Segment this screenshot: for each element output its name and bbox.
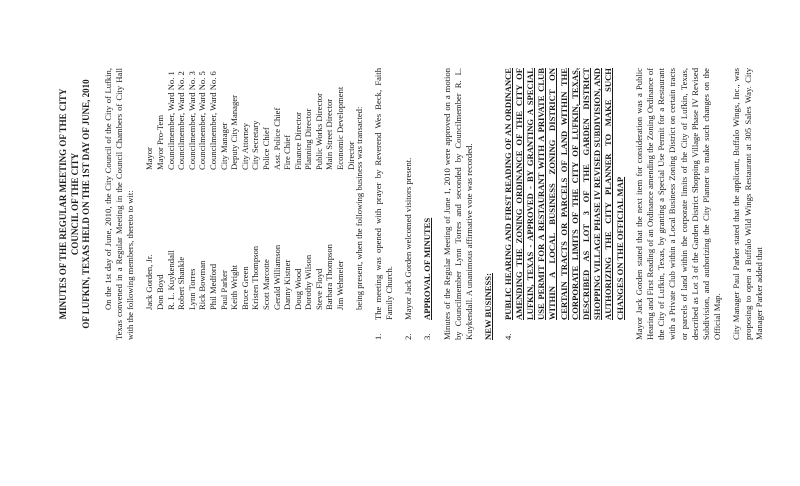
roster-name: Jim Wehmeier — [335, 260, 346, 310]
roster-role: Asst. Police Chief — [271, 107, 282, 170]
roster-role: Police Chief — [260, 127, 271, 170]
roster-role: Deputy City Manager — [229, 95, 240, 170]
roster-role: Main Street Director — [324, 98, 335, 170]
roster-row — [314, 68, 325, 310]
new-business-heading: NEW BUSINESS: — [483, 273, 494, 340]
roster-role: City Manager — [218, 122, 229, 170]
roster-row — [155, 68, 166, 310]
title-line-1: MINUTES OF THE REGULAR MEETING OF THE CITY COUNCIL OF THE CITY — [58, 88, 80, 320]
item-number: 4. — [502, 333, 513, 340]
agenda-item-1 — [373, 68, 395, 340]
item-number: 3. — [422, 333, 433, 340]
roster-row — [144, 68, 155, 310]
roster-name: Doug Wood — [292, 268, 303, 310]
roster-role: Planning Director — [303, 108, 314, 170]
roster-name: Paul Parker — [218, 270, 229, 310]
roster-role: Councilmember, Ward No. 6 — [207, 71, 218, 170]
roster-name: Dorothy Wilson — [303, 254, 314, 310]
roster-role: City Attorney — [239, 122, 250, 170]
agenda-item-4 — [503, 68, 626, 340]
title-line-2: OF LUFKIN, TEXAS HELD ON THE 1ST DAY OF JUNE, 2010 — [81, 79, 92, 329]
being-present-line: being present, when the following business was transacted: — [353, 106, 364, 310]
roster-row — [208, 68, 219, 310]
roster-row — [303, 68, 314, 310]
roster-row — [250, 68, 261, 310]
roster-role: Mayor Pro-Tem — [154, 114, 165, 170]
roster-row — [261, 68, 272, 310]
roster-row — [187, 68, 198, 310]
roster-name: Jack Gorden, Jr. — [144, 254, 155, 310]
roster-name: Don Boyd — [154, 274, 165, 310]
roster-name: Scott Marcotte — [260, 259, 271, 310]
roster-name: Steve Floyd — [313, 268, 324, 310]
roster-row — [282, 68, 293, 310]
roster-name: Robert Shankle — [176, 256, 187, 310]
roster-row — [166, 68, 177, 310]
item-4-paragraph-2: City Manager Paul Parker stated that the applicant, Buffalo Wings, Inc., was proposing to open a Buffalo Wild Wings Restaurant at 305 Sales Way. City Manager Parker added that — [731, 68, 764, 340]
roster-role: Councilmember, Ward No. 1 — [165, 71, 176, 170]
roster-role: Councilmember, Ward No. 5 — [197, 71, 208, 170]
roster-row — [240, 68, 251, 310]
roster-role: City Secretary — [250, 120, 261, 170]
item-4-heading: PUBLIC HEARING AND FIRST READING OF AN ORDINANCE AMENDING THE ZONING ORDINANCE OF THE CITY OF LUFKIN, TEXAS - APPROVED - BY GRANTING A SPECIAL USE PERMIT FOR A RESTAURANT WITH A PRIVATE CLUB WITHIN A LOCAL BUSINESS ZONING DISTRICT ON CERTAIN TRACTS OR PARCELS OF LAND WITHIN THE CORPORATE LIMITS OF THE CITY OF LUFKIN, TEXAS, DESCRIBED AS LOT 3 OF THE GARDEN DISTRICT SHOPPING VILLAGE PHASE IV REVISED SUBDIVISION, AND AUTHORIZING THE CITY PLANNER TO MAKE SUCH CHANGES ON THE OFFICIAL MAP — [502, 68, 625, 320]
agenda-item-3 — [422, 68, 433, 340]
roster-row — [324, 68, 335, 310]
attendance-roster — [144, 68, 357, 310]
roster-name: Keith Wright — [229, 264, 240, 310]
approval-heading: APPROVAL OF MINUTES — [422, 217, 433, 320]
roster-name: Rick Bowman — [197, 260, 208, 310]
item-4-paragraph-1: Mayor Jack Gorden stated that the next item for consideration was a Public Hearing and First Reading of an Ordinance amending the Zoning Ordinance of the City of Lufkin, Texas, by granting a Special Use Permit for a Restaurant with a Private Club within a Local Business Zoning District on certain tracts or parcels of land within the corporate limits of the City of Lufkin, Texas, described as Lot 3 of the Garden District Shopping Village Phase IV Revised Subdivision, and authorizing the City Planner to make such changes on the Official Map. — [633, 68, 723, 340]
roster-row — [219, 68, 230, 310]
agenda-item-2 — [403, 68, 414, 340]
roster-role: Mayor — [144, 147, 155, 170]
roster-name: Kristen Thompson — [250, 245, 261, 310]
roster-name: Gerald Williamson — [271, 244, 282, 310]
approval-text: Minutes of the Regular Meeting of June 1, 2010 were approved on a motion by Councilmember Lynn Torres and seconded by Councilmember R. L. Kuykendall. A unanimous affirmative vote was recorded. — [441, 68, 475, 340]
roster-row — [293, 68, 304, 310]
roster-role: Finance Director — [292, 112, 303, 170]
roster-row — [197, 68, 208, 310]
roster-name: R. L. Kuykendall — [165, 250, 176, 310]
roster-role: Public Works Director — [313, 93, 324, 170]
intro-paragraph: On the 1st day of June, 2010, the City Council of the City of Lufkin, Texas convened in a Regular Meeting in the Council Chambers of City Hall with the following members, thereto to wit: — [102, 68, 136, 340]
roster-name: Barbara Thompson — [324, 244, 335, 310]
roster-name: Lynn Torres — [186, 268, 197, 310]
roster-row — [272, 68, 283, 310]
item-text: The meeting was opened with prayer by Reverend Wes Beck, Faith Family Church. — [372, 68, 395, 320]
roster-row — [229, 68, 240, 310]
roster-role: Councilmember, Ward No. 2 — [176, 71, 187, 170]
roster-role: Fire Chief — [282, 134, 293, 170]
roster-name: Bruce Green — [239, 266, 250, 310]
roster-role: Councilmember, Ward No. 3 — [186, 71, 197, 170]
document-title — [58, 68, 93, 340]
roster-name: Phil Medford — [207, 263, 218, 310]
item-number: 2. — [403, 333, 414, 340]
roster-role: Economic Development Director — [335, 86, 357, 170]
roster-row — [335, 68, 357, 310]
item-text: Mayor Jack Gorden welcomed visitors present. — [403, 157, 414, 320]
roster-row — [176, 68, 187, 310]
item-number: 1. — [372, 333, 383, 340]
roster-name: Danny Kistner — [282, 259, 293, 310]
